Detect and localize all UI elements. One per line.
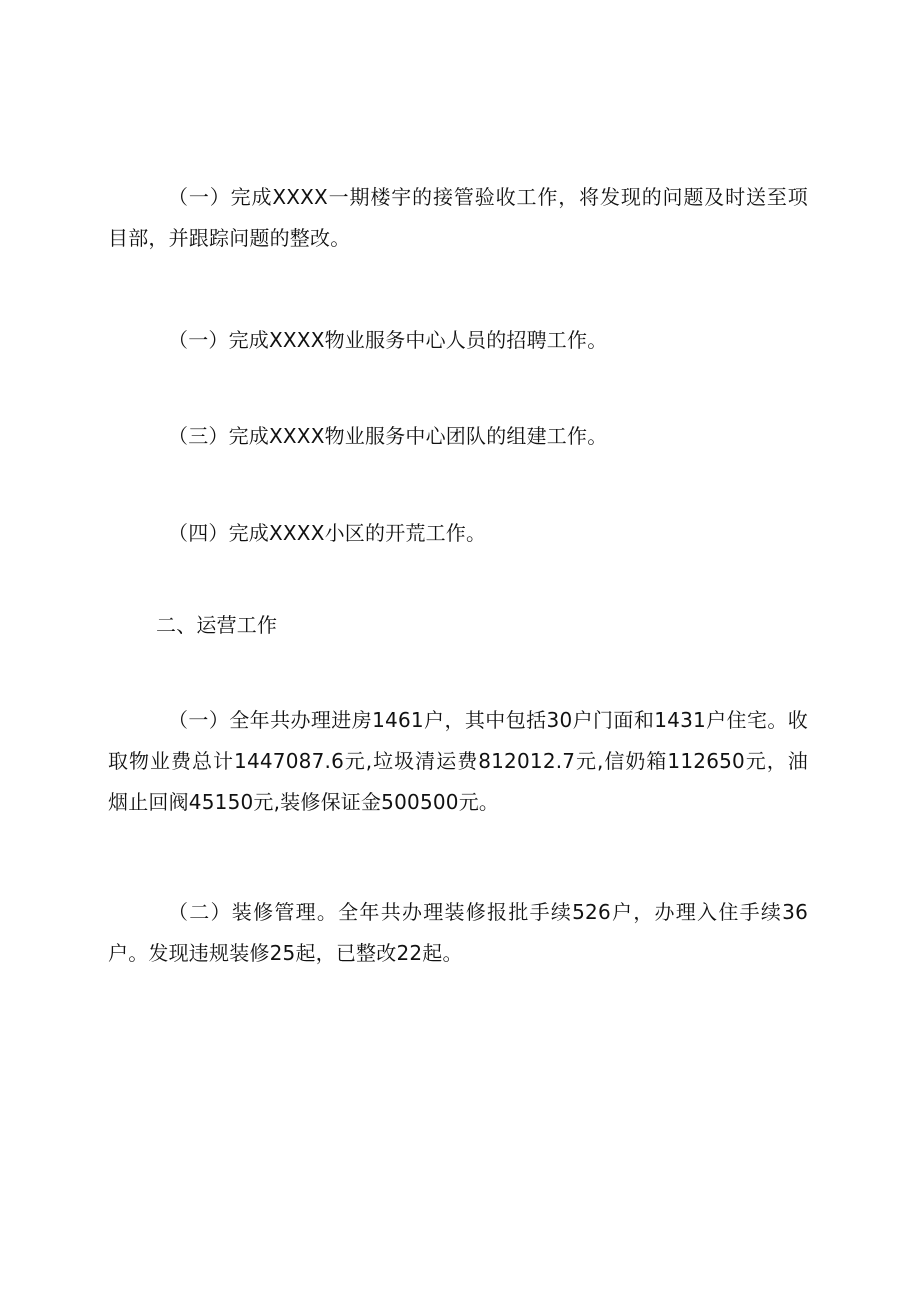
paragraph-initial-cleaning: （四）完成XXXX小区的开荒工作。 <box>168 521 487 545</box>
paragraph-handover-acceptance: （一）完成XXXX一期楼宇的接管验收工作，将发现的问题及时送至项目部，并跟踪问题的整改。 <box>108 185 808 250</box>
section-heading-operations: 二、运营工作 <box>156 613 278 637</box>
paragraph-renovation-management: （二）装修管理。全年共办理装修报批手续526户，办理入住手续36户。发现违规装修25起，已整改22起。 <box>108 900 808 965</box>
paragraph-staff-recruitment: （一）完成XXXX物业服务中心人员的招聘工作。 <box>168 328 608 352</box>
paragraph-team-building: （三）完成XXXX物业服务中心团队的组建工作。 <box>168 424 608 448</box>
paragraph-move-in-fees: （一）全年共办理进房1461户，其中包括30户门面和1431户住宅。收取物业费总计1447087.6元,垃圾清运费812012.7元,信奶箱112650元，油烟止回阀45150元,装修保证金500500元。 <box>108 708 808 814</box>
